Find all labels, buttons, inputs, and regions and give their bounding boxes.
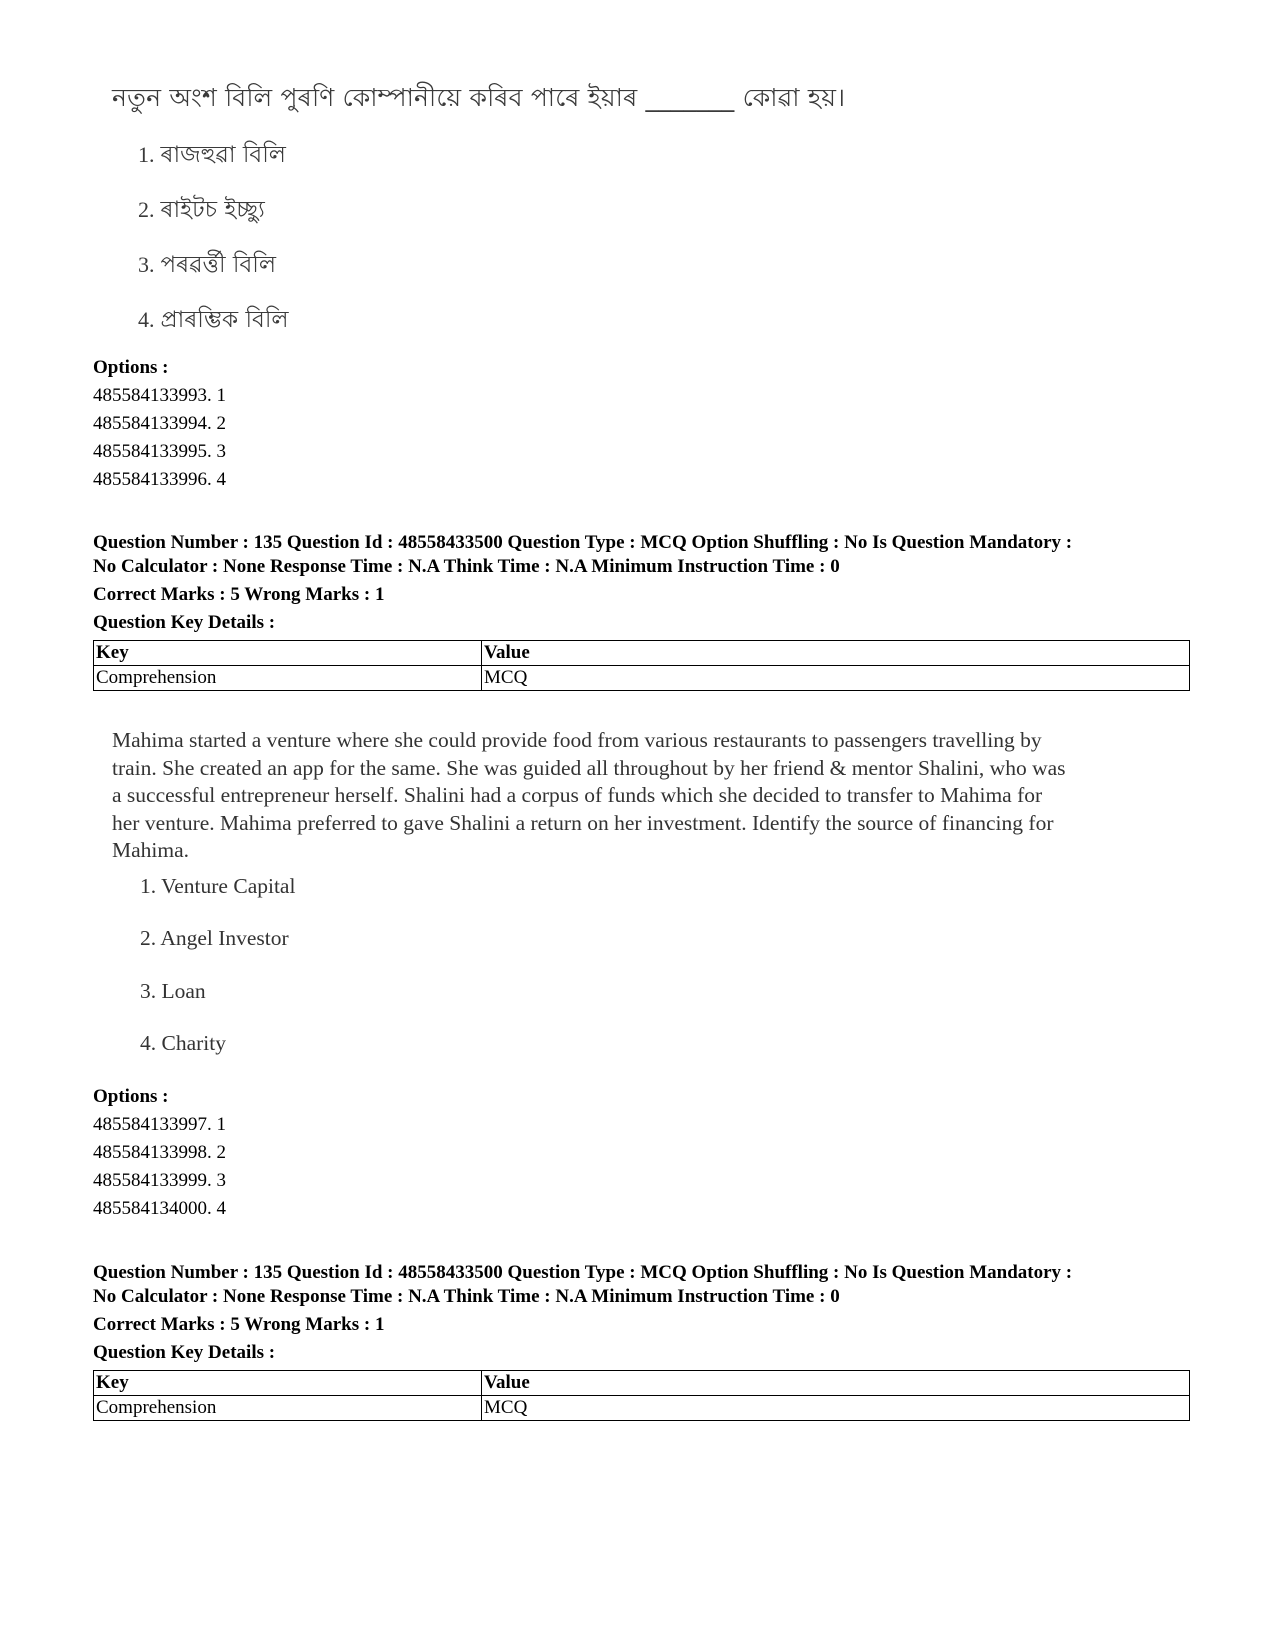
option-id: 485584134000. 4 — [93, 1198, 226, 1219]
choice-2: 2. Angel Investor — [140, 926, 289, 950]
option-id: 485584133995. 3 — [93, 441, 226, 462]
choice-label: প্ৰাৰম্ভিক বিলি — [160, 307, 289, 333]
passage-line: Mahima started a venture where she could provide food from various restaurants to passengers travelling by — [112, 728, 1042, 752]
option-id: 485584133997. 1 — [93, 1114, 226, 1135]
question-meta-line2: No Calculator : None Response Time : N.A Think Time : N.A Minimum Instruction Time : 0 — [93, 1286, 840, 1307]
option-id: 485584133999. 3 — [93, 1170, 226, 1191]
key-details-heading: Question Key Details : — [93, 1342, 276, 1363]
options-heading: Options : — [93, 1086, 169, 1107]
key-details-table — [93, 1370, 1190, 1421]
choice-4 — [138, 301, 289, 340]
table-row — [94, 666, 1190, 691]
option-id: 485584133996. 4 — [93, 469, 226, 490]
option-id: 485584133993. 1 — [93, 385, 226, 406]
key-details-table — [93, 640, 1190, 691]
key-details-heading: Question Key Details : — [93, 612, 276, 633]
passage-line: her venture. Mahima preferred to gave Shalini a return on her investment. Identify the source of financing for — [112, 810, 1054, 835]
choice-4: 4. Charity — [140, 1031, 226, 1055]
table-row — [94, 1396, 1190, 1421]
choice-label: পৰৱৰ্ত্তী বিলি — [160, 252, 276, 278]
choice-number: 2. — [138, 197, 155, 222]
passage-line: a successful entrepreneur herself. Shalini had a corpus of funds which she decided to transfer to Mahima for — [112, 783, 1043, 807]
question-stem: নতুন অংশ বিলি পুৰণি কোম্পানীয়ে কৰিব পাৰে ইয়াৰ _______ কোৱা হয়। — [112, 83, 846, 112]
choice-label: ৰাজহুৱা বিলি — [160, 142, 286, 168]
table-header-key: Key — [94, 1371, 482, 1396]
question-meta-line1: Question Number : 135 Question Id : 48558433500 Question Type : MCQ Option Shuffling : No Is Question Mandatory : — [93, 1262, 1073, 1283]
choice-2 — [138, 191, 265, 230]
question-passage — [112, 727, 1172, 865]
choice-3 — [138, 246, 276, 285]
choice-1 — [138, 136, 286, 175]
table-header-key: Key — [94, 641, 482, 666]
choice-number: 4. — [138, 307, 155, 332]
table-cell-value: MCQ — [482, 1396, 1190, 1421]
table-cell-key: Comprehension — [94, 666, 482, 691]
choice-number: 3. — [138, 252, 155, 277]
table-header-row — [94, 1371, 1190, 1396]
table-header-value: Value — [482, 641, 1190, 666]
option-id: 485584133998. 2 — [93, 1142, 226, 1163]
marks-line: Correct Marks : 5 Wrong Marks : 1 — [93, 1314, 385, 1335]
choice-label: ৰাইটচ ইচ্ছ্যু — [160, 197, 265, 223]
question-meta-line1: Question Number : 135 Question Id : 48558433500 Question Type : MCQ Option Shuffling : No Is Question Mandatory : — [93, 532, 1073, 553]
table-header-value: Value — [482, 1371, 1190, 1396]
option-id: 485584133994. 2 — [93, 413, 226, 434]
question-meta-line2: No Calculator : None Response Time : N.A Think Time : N.A Minimum Instruction Time : 0 — [93, 556, 840, 577]
passage-line: train. She created an app for the same. She was guided all throughout by her friend & mentor Shalini, who was — [112, 755, 1066, 780]
passage-line: Mahima. — [112, 838, 190, 862]
marks-line: Correct Marks : 5 Wrong Marks : 1 — [93, 584, 385, 605]
choice-number: 1. — [138, 142, 155, 167]
choice-3: 3. Loan — [140, 979, 206, 1003]
choice-1: 1. Venture Capital — [140, 874, 296, 898]
table-cell-value: MCQ — [482, 666, 1190, 691]
table-cell-key: Comprehension — [94, 1396, 482, 1421]
table-header-row — [94, 641, 1190, 666]
options-heading: Options : — [93, 357, 169, 378]
